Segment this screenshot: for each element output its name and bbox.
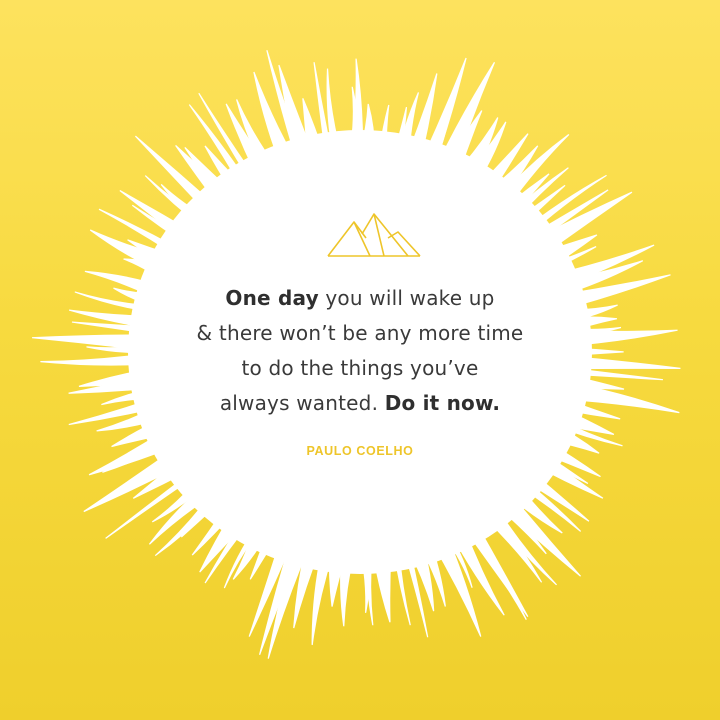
quote-line-3: to do the things you’ve bbox=[241, 356, 479, 380]
brush-stroke bbox=[79, 367, 162, 387]
brush-stroke bbox=[560, 330, 678, 347]
brush-stroke bbox=[373, 551, 392, 622]
mountain-icon bbox=[326, 212, 422, 258]
quote-line-1: One day you will wake up bbox=[225, 286, 495, 310]
quote-text bbox=[150, 281, 570, 421]
quote-line-4: always wanted. Do it now. bbox=[219, 391, 501, 415]
brush-stroke bbox=[566, 347, 624, 356]
quote-author: PAULO COELHO bbox=[306, 444, 414, 458]
quote-emphasis-start: One day bbox=[225, 286, 319, 310]
quote-emphasis-end: Do it now. bbox=[384, 391, 501, 415]
brush-stroke bbox=[32, 334, 157, 351]
quote-line-2: & there won’t be any more time bbox=[196, 321, 524, 345]
brush-stroke bbox=[560, 355, 680, 369]
